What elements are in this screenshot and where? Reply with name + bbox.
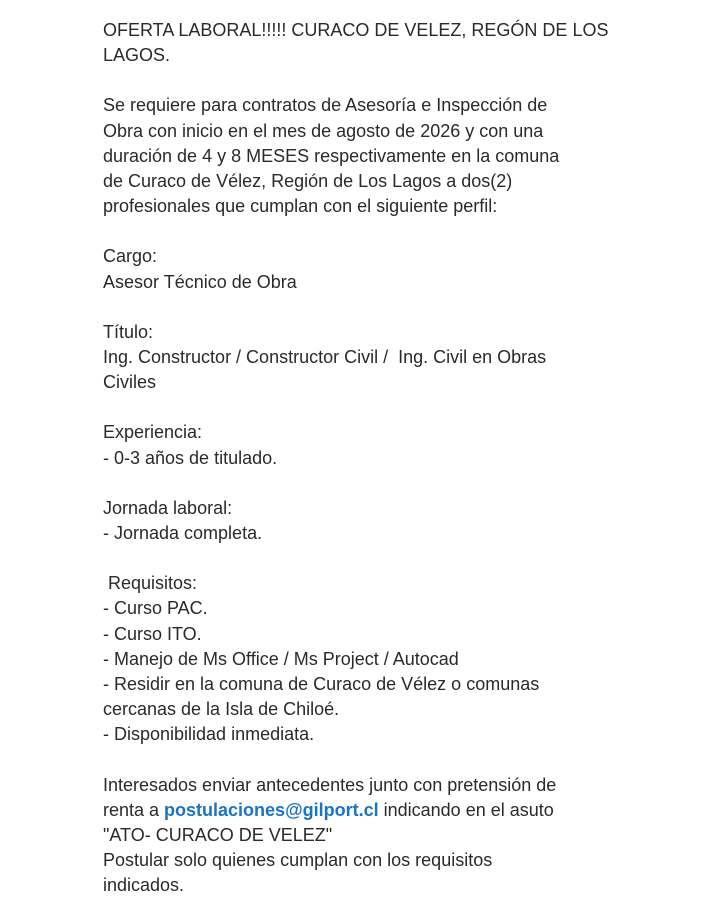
requisitos-label: Requisitos: — [103, 573, 198, 594]
headline-line: LAGOS. — [103, 45, 171, 66]
intro-line: de Curaco de Vélez, Región de Los Lagos a dos(2) — [103, 171, 513, 192]
cargo-section — [103, 244, 703, 294]
contact-text: indicando en el asuto — [378, 799, 554, 820]
jornada-value: - Jornada completa. — [103, 523, 263, 544]
titulo-line: Civiles — [103, 372, 157, 393]
requisitos-section — [103, 571, 703, 747]
experiencia-label: Experiencia: — [103, 422, 203, 443]
headline — [103, 18, 703, 68]
intro-line: duración de 4 y 8 MESES respectivamente en la comuna — [103, 145, 560, 166]
contact-line: Interesados enviar antecedentes junto con pretensión de — [103, 774, 557, 795]
contact-line: indicados. — [103, 875, 185, 896]
subject-line: "ATO- CURACO DE VELEZ" — [103, 825, 333, 846]
titulo-label: Título: — [103, 321, 154, 342]
job-posting — [103, 18, 703, 924]
requisito-item: - Curso PAC. — [103, 598, 208, 619]
titulo-line: Ing. Constructor / Constructor Civil / Ing. Civil en Obras — [103, 347, 547, 368]
email-link[interactable]: postulaciones@gilport.cl — [164, 799, 379, 820]
requisito-item: - Residir en la comuna de Curaco de Vélez o comunas — [103, 674, 540, 695]
titulo-section — [103, 320, 703, 396]
jornada-label: Jornada laboral: — [103, 497, 233, 518]
contact-line: Postular solo quienes cumplan con los requisitos — [103, 850, 493, 871]
requisito-item: - Disponibilidad inmediata. — [103, 724, 315, 745]
intro-line: Se requiere para contratos de Asesoría e Inspección de — [103, 95, 548, 116]
requisito-item: - Manejo de Ms Office / Ms Project / Autocad — [103, 648, 459, 669]
contact-email-line — [103, 798, 703, 823]
intro-paragraph — [103, 93, 703, 219]
contact-text: renta a — [103, 799, 165, 820]
requisito-item: - Curso ITO. — [103, 623, 202, 644]
cargo-label: Cargo: — [103, 246, 158, 267]
jornada-section — [103, 496, 703, 546]
intro-line: Obra con inicio en el mes de agosto de 2026 y con una — [103, 120, 544, 141]
experiencia-section — [103, 420, 703, 470]
intro-line: profesionales que cumplan con el siguiente perfil: — [103, 196, 498, 217]
experiencia-value: - 0-3 años de titulado. — [103, 447, 278, 468]
headline-line: OFERTA LABORAL!!!!! CURACO DE VELEZ, REGÓN DE LOS — [103, 20, 609, 40]
contact-section — [103, 773, 703, 899]
cargo-value: Asesor Técnico de Obra — [103, 271, 297, 292]
requisito-item: cercanas de la Isla de Chiloé. — [103, 699, 340, 720]
